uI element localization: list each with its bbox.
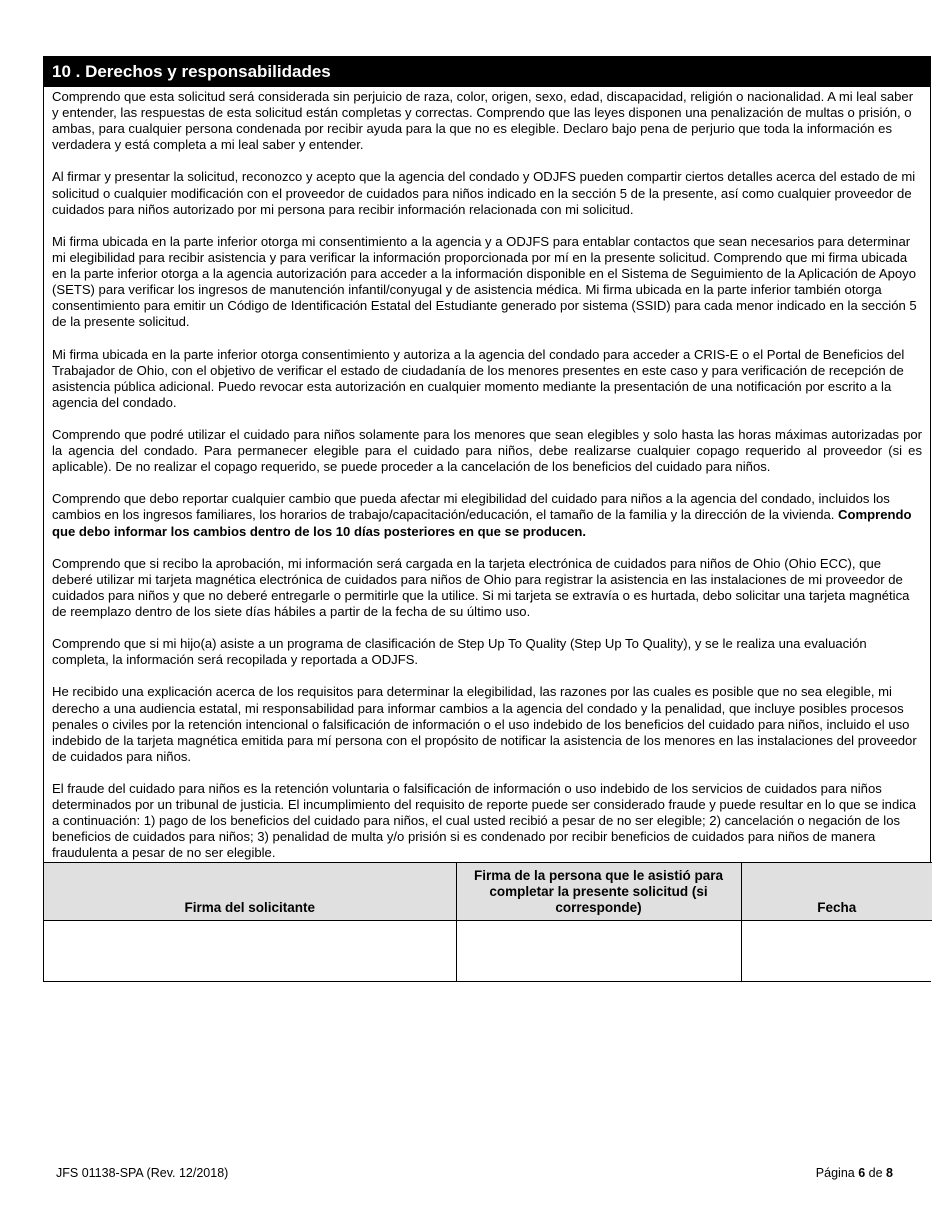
rights-responsibilities-section — [43, 56, 931, 982]
paragraph-ohio-ecc-card: Comprendo que si recibo la aprobación, mi información será cargada en la tarjeta electrónica de cuidados para niños de Ohio (Ohio ECC), que deberé utilizar mi tarjeta magnética electrónica de cuidados para niños de Ohio para registrar la asistencia en las instalaciones de mi proveedor de cuidados para niños y que no deberé entregarle o permitirle que la utilice. Si mi tarjeta se extravía o es hurtada, debo solicitar una tarjeta magnética de reemplazo dentro de los siete días hábiles a partir de la fecha de su último uso. — [52, 555, 910, 619]
helper-signature-label: Firma de la persona que le asistió para completar la presente solicitud (si corresponde) — [456, 862, 741, 920]
signature-table — [44, 862, 932, 981]
section-title: 10 . Derechos y responsabilidades — [44, 57, 930, 87]
paragraph-consent-verification: Mi firma ubicada en la parte inferior otorga mi consentimiento a la agencia y a ODJFS para entablar contactos que sean necesarios para determinar mi elegibilidad para recibir asistencia y para verificar la información proporcionada por mí en la presente solicitud. Comprendo que mi firma ubicada en la parte inferior otorga a la agencia autorización para acceder a la información disponible en el Sistema de Seguimiento de la Aplicación de Apoyo (SETS) para verificar los ingresos de manutención infantil/conyugal y de asistencia médica. Mi firma ubicada en la parte inferior también otorga consentimiento para emitir un Código de Identificación Estatal del Estudiante generado por sistema (SSID) para cada menor indicado en la sección 5 de la presente solicitud. — [52, 233, 917, 330]
helper-signature-field[interactable] — [456, 920, 741, 981]
paragraph-fraud: El fraude del cuidado para niños es la retención voluntaria o falsificación de información o uso indebido de los servicios de cuidados para niños determinados por un tribunal de justicia. El incumplimiento del requisito de reporte puede ser considerado fraude y puede resultar en lo que se indica a continuación: 1) pago de los beneficios del cuidado para niños, el cual usted recibió a pesar de no ser elegible; 2) cancelación o negación de los beneficios de cuidados para niños; 3) penalidad de multa y/o prisión si es condenado por recibir beneficios de cuidados para niños de manera fraudulenta a pesar de no ser elegible. — [52, 781, 916, 861]
paragraph-eligibility-explanation: He recibido una explicación acerca de los requisitos para determinar la elegibilidad, las razones por las cuales es posible que no sea elegible, mi derecho a una audiencia estatal, mi responsabilidad para informar cambios a la agencia del condado y la penalidad, que incluye posibles procesos penales o civiles por la retención intencional o falsificación de información o el uso indebido de los beneficios del cuidado para niños, incluido el uso indebido de la tarjeta magnética emitida para mí persona con el propósito de notificar la asistencia de los menores en las instalaciones del proveedor de cuidados para niños. — [52, 684, 917, 764]
page-of: de — [868, 1166, 883, 1180]
page-total: 8 — [886, 1166, 893, 1180]
paragraph-report-changes — [52, 491, 922, 539]
page-number — [816, 1166, 893, 1180]
report-changes-deadline: Comprendo que debo informar los cambios dentro de los 10 días posteriores en que se producen. — [52, 507, 912, 539]
page-current: 6 — [858, 1166, 866, 1180]
signature-input-row — [44, 920, 932, 981]
paragraph-information-sharing: Al firmar y presentar la solicitud, reconozco y acepto que la agencia del condado y ODJFS pueden compartir ciertos detalles acerca del estado de mi solicitud o cualquier modificación con el proveedor de cuidados para niños indicado en la sección 5 de la presente, así como cualquier proveedor de cuidados para niños autorizado por mi persona para recibir información relacionada con mi solicitud. — [52, 169, 916, 217]
report-changes-text: Comprendo que debo reportar cualquier cambio que pueda afectar mi elegibilidad del cuidado para niños a la agencia del condado, incluidos los cambios en los ingresos familiares, los horarios de trabajo/capacitación/educación, el tamaño de la familia y la dirección de la vivienda. — [52, 491, 890, 523]
date-field[interactable] — [741, 920, 932, 981]
paragraph-nondiscrimination: Comprendo que esta solicitud será considerada sin perjuicio de raza, color, origen, sexo, edad, discapacidad, religión o nacionalidad. A mi leal saber y entender, las respuestas de esta solicitud están completas y correctas. Comprendo que las leyes disponen una penalización de multas o prisión, o ambas, para cualquier persona condenada por recibir ayuda para la que no es elegible. Declaro bajo pena de perjurio que toda la información es verdadera y está completa a mi leal saber y entender. — [52, 89, 914, 153]
applicant-signature-field[interactable] — [44, 920, 456, 981]
date-label: Fecha — [741, 862, 932, 920]
section-body — [44, 87, 930, 862]
paragraph-cris-e-consent: Mi firma ubicada en la parte inferior otorga consentimiento y autoriza a la agencia del condado para acceder a CRIS-E o el Portal de Beneficios del Trabajador de Ohio, con el objetivo de verificar el estado de ciudadanía de los menores presentes en este caso y para verificación de recepción de asistencia pública adicional. Puedo revocar esta autorización en cualquier momento mediante la presentación de una notificación por escrito a la agencia del condado. — [52, 346, 905, 410]
paragraph-copay: Comprendo que podré utilizar el cuidado para niños solamente para los menores que sean elegibles y solo hasta las horas máximas autorizadas por la agencia del condado. Para permanecer elegible para el cuidado para niños, debe realizarse cualquier copago requerido al proveedor (si es aplicable). De no realizar el copago requerido, se puede proceder a la cancelación de los beneficios del cuidado para niños. — [52, 426, 922, 475]
paragraph-step-up-to-quality: Comprendo que si mi hijo(a) asiste a un programa de clasificación de Step Up To Quality (Step Up To Quality), y se le realiza una evaluación completa, la información será recopilada y reportada a ODJFS. — [52, 636, 867, 668]
form-id: JFS 01138-SPA (Rev. 12/2018) — [56, 1166, 229, 1180]
applicant-signature-label: Firma del solicitante — [44, 862, 456, 920]
page-word: Página — [815, 1166, 855, 1180]
signature-header-row — [44, 862, 932, 920]
